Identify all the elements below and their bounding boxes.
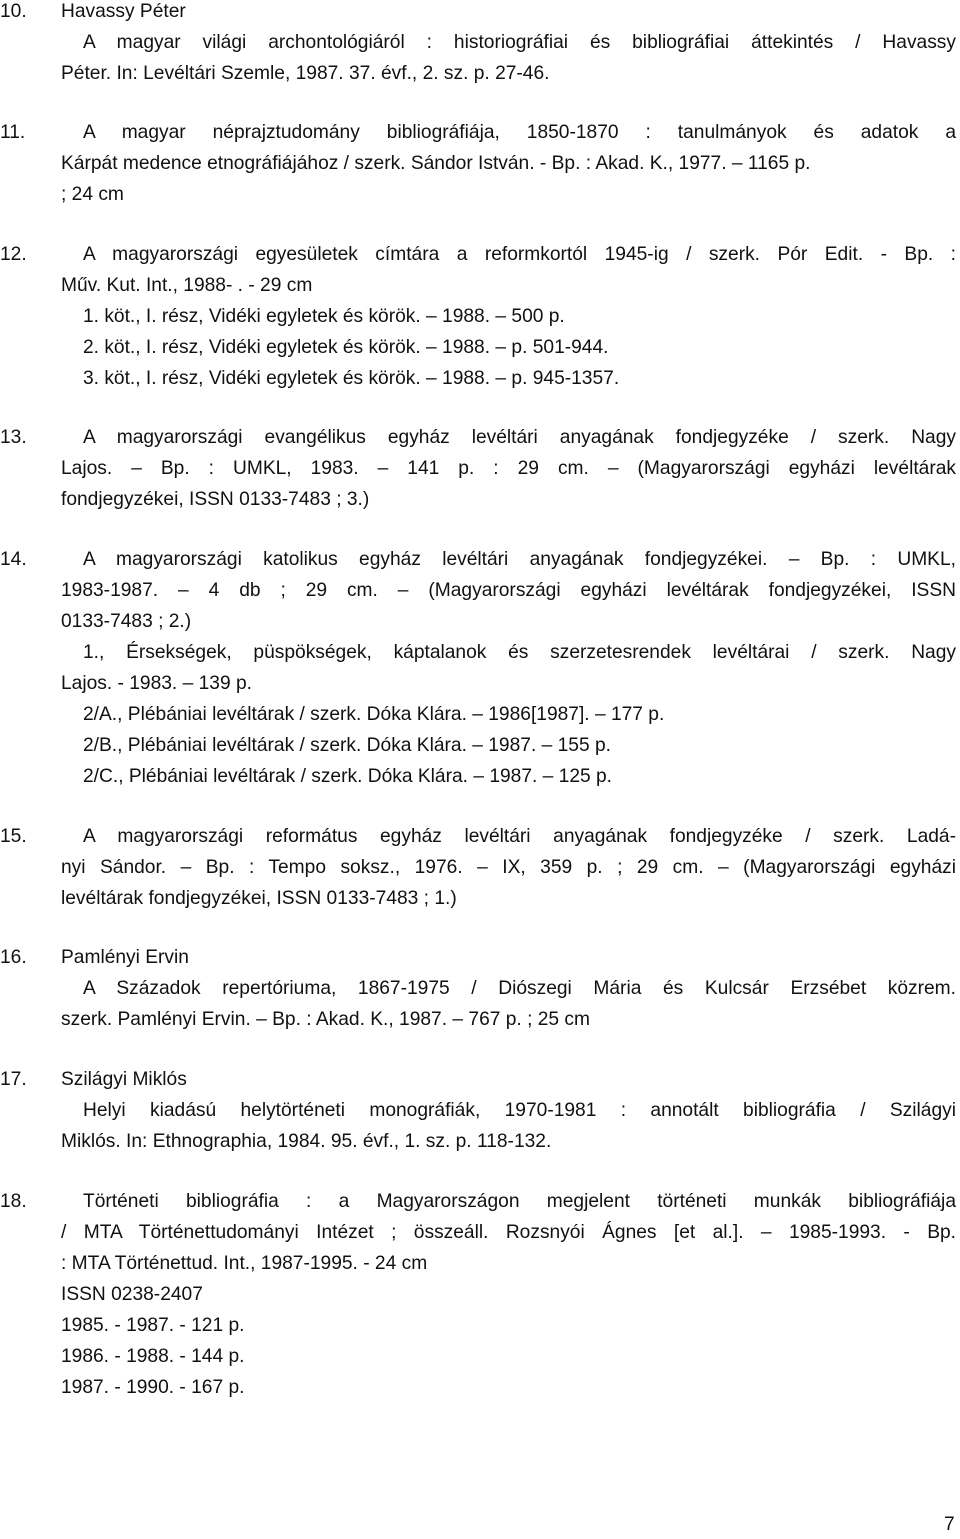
entry-line: : MTA Történettud. Int., 1987-1995. - 24 cm (61, 1253, 428, 1274)
volume-line: Lajos. - 1983. – 139 p. (61, 673, 252, 694)
entry-line: / MTA Történettudományi Intézet ; összeáll. Rozsnyói Ágnes [et al.]. – 1985-1993. - Bp. (61, 1222, 956, 1243)
entry-author: Pamlényi Ervin (61, 947, 189, 968)
entry-line: Péter. In: Levéltári Szemle, 1987. 37. évf., 2. sz. p. 27-46. (61, 63, 550, 84)
entry-line: 1983-1987. – 4 db ; 29 cm. – (Magyarországi egyházi levéltárak fondjegyzékei, ISSN (61, 580, 956, 601)
volume-line: 2/B., Plébániai levéltárak / szerk. Dóka Klára. – 1987. – 155 p. (83, 735, 611, 756)
entry-number: 15. (0, 826, 27, 847)
entry-line: Műv. Kut. Int., 1988- . - 29 cm (61, 275, 313, 296)
volume-line: 3. köt., I. rész, Vidéki egyletek és körök. – 1988. – p. 945-1357. (83, 368, 620, 389)
entry-number: 11. (0, 122, 26, 143)
entry-author: Havassy Péter (61, 1, 186, 22)
entry-line: Miklós. In: Ethnographia, 1984. 95. évf., 1. sz. p. 118-132. (61, 1131, 552, 1152)
entry-title: A Századok repertóriuma, 1867-1975 / Diószegi Mária és Kulcsár Erzsébet közrem. (83, 978, 956, 999)
volume-line: 2/A., Plébániai levéltárak / szerk. Dóka Klára. – 1986[1987]. – 177 p. (83, 704, 665, 725)
entry-line: Kárpát medence etnográfiájához / szerk. Sándor István. - Bp. : Akad. K., 1977. – 1165 p. (61, 153, 811, 174)
entry-title: A magyarországi evangélikus egyház levéltári anyagának fondjegyzéke / szerk. Nagy (83, 427, 956, 448)
volume-line: 2. köt., I. rész, Vidéki egyletek és körök. – 1988. – p. 501-944. (83, 337, 609, 358)
entry-number: 13. (0, 427, 27, 448)
entry-number: 12. (0, 244, 27, 265)
volume-line: 1986. - 1988. - 144 p. (61, 1346, 245, 1367)
entry-title: A magyarországi katolikus egyház levéltári anyagának fondjegyzékei. – Bp. : UMKL, (83, 549, 956, 570)
entry-line: A magyar világi archontológiáról : historiográfiai és bibliográfiai áttekintés / Havassy (83, 32, 956, 53)
entry-title: Történeti bibliográfia : a Magyarországon megjelent történeti munkák bibliográfiája (83, 1191, 956, 1212)
entry-title: A magyarországi egyesületek címtára a reformkortól 1945-ig / szerk. Pór Edit. - Bp. : (83, 244, 956, 265)
volume-line: 2/C., Plébániai levéltárak / szerk. Dóka Klára. – 1987. – 125 p. (83, 766, 613, 787)
volume-line: 1., Érsekségek, püspökségek, káptalanok és szerzetesrendek levéltárai / szerk. Nagy (83, 642, 956, 663)
entry-line: 0133-7483 ; 2.) (61, 611, 192, 632)
entry-number: 14. (0, 549, 27, 570)
entry-number: 16. (0, 947, 27, 968)
entry-title: A magyarországi református egyház levéltári anyagának fondjegyzéke / szerk. Ladá- (83, 826, 956, 847)
volume-line: 1. köt., I. rész, Vidéki egyletek és körök. – 1988. – 500 p. (83, 306, 565, 327)
entry-number: 10. (0, 1, 27, 22)
entry-line: fondjegyzékei, ISSN 0133-7483 ; 3.) (61, 489, 370, 510)
entry-line: levéltárak fondjegyzékei, ISSN 0133-7483 ; 1.) (61, 888, 457, 909)
entry-line: ; 24 cm (61, 184, 124, 205)
volume-line: 1985. - 1987. - 121 p. (61, 1315, 245, 1336)
entry-title: A magyar néprajztudomány bibliográfiája, 1850-1870 : tanulmányok és adatok a (83, 122, 956, 143)
volume-line: 1987. - 1990. - 167 p. (61, 1377, 245, 1398)
entry-title: Helyi kiadású helytörténeti monográfiák, 1970-1981 : annotált bibliográfia / Szilágyi (83, 1100, 956, 1121)
page-number: 7 (944, 1514, 955, 1535)
entry-line: nyi Sándor. – Bp. : Tempo soksz., 1976. – IX, 359 p. ; 29 cm. – (Magyarországi egyházi (61, 857, 956, 878)
entry-number: 17. (0, 1069, 27, 1090)
issn-line: ISSN 0238-2407 (61, 1284, 203, 1305)
entry-author: Szilágyi Miklós (61, 1069, 187, 1090)
entry-number: 18. (0, 1191, 27, 1212)
entry-line: Lajos. – Bp. : UMKL, 1983. – 141 p. : 29 cm. – (Magyarországi egyházi levéltárak (61, 458, 956, 479)
entry-line: szerk. Pamlényi Ervin. – Bp. : Akad. K., 1987. – 767 p. ; 25 cm (61, 1009, 590, 1030)
